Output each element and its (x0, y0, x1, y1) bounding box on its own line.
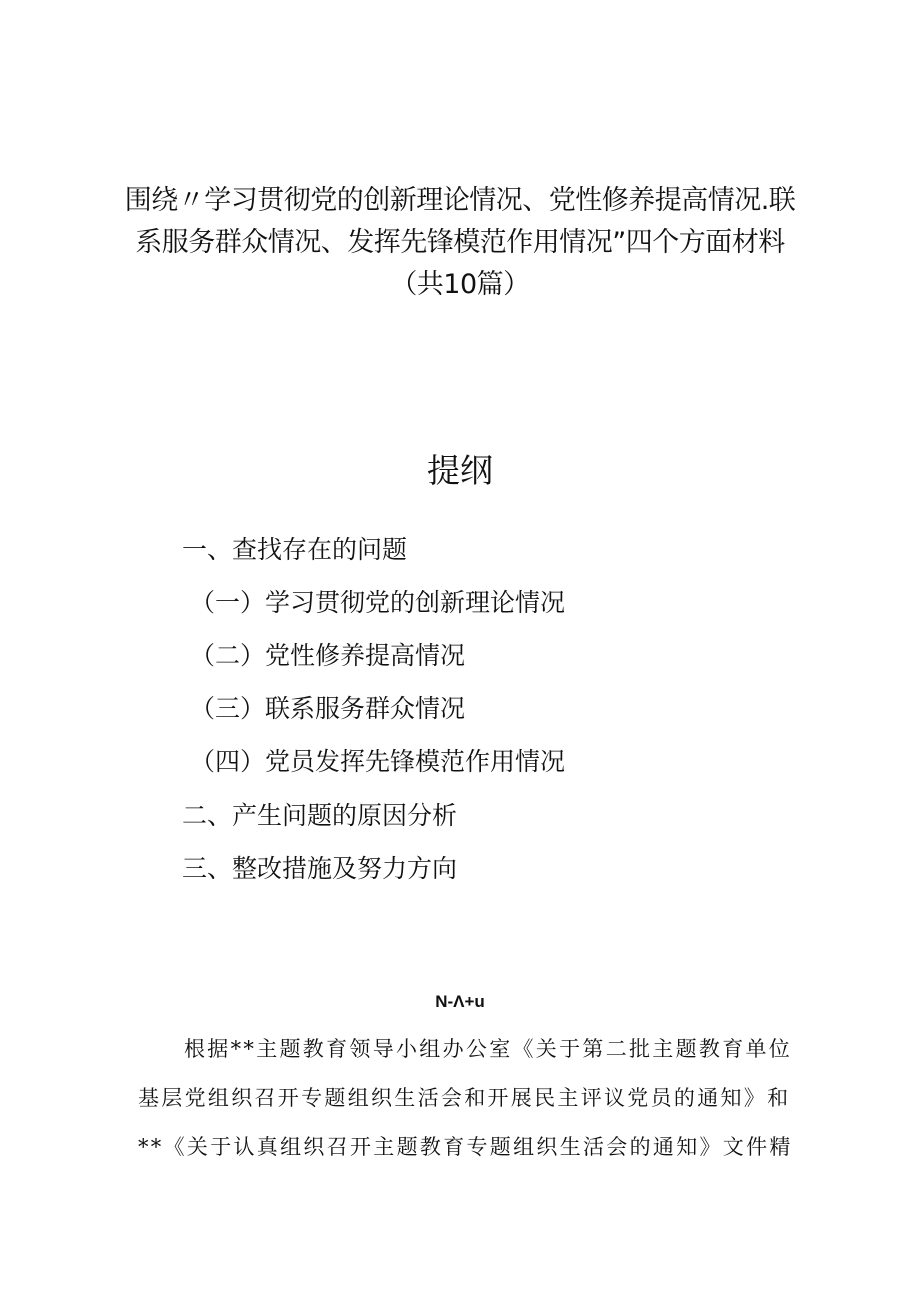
outline-item: （二）党性修养提高情况 (190, 641, 466, 670)
body-paragraph (138, 1025, 798, 1172)
title-line: （共10篇） (390, 269, 530, 300)
outline-heading: 提纲 (427, 451, 493, 490)
outline-item: 三、整改措施及努力方向 (182, 854, 458, 883)
outline-item: 二、产生问题的原因分析 (182, 801, 458, 830)
document-title (0, 180, 920, 306)
body-line: 基层党组织召开专题组织生活会和开展民主评议党员的通知》和 (138, 1086, 791, 1110)
section-heading: N-Λ+u (435, 992, 485, 1011)
outline-item: 一、查找存在的问题 (182, 535, 408, 564)
outline-item: （四）党员发挥先锋模范作用情况 (190, 747, 566, 776)
outline-item: （三）联系服务群众情况 (190, 694, 466, 723)
body-line: **《关于认真组织召开主题教育专题组织生活会的通知》文件精 (138, 1135, 793, 1159)
title-line: 系服务群众情况、发挥先锋模范作用情况”四个方面材料 (135, 227, 785, 258)
title-line: 围绕〃学习贯彻党的创新理论情况、党性修养提高情况.联 (124, 185, 796, 216)
outline-item: （一）学习贯彻党的创新理论情况 (190, 588, 566, 617)
body-line: 根据**主题教育领导小组办公室《关于第二批主题教育单位 (184, 1037, 793, 1061)
